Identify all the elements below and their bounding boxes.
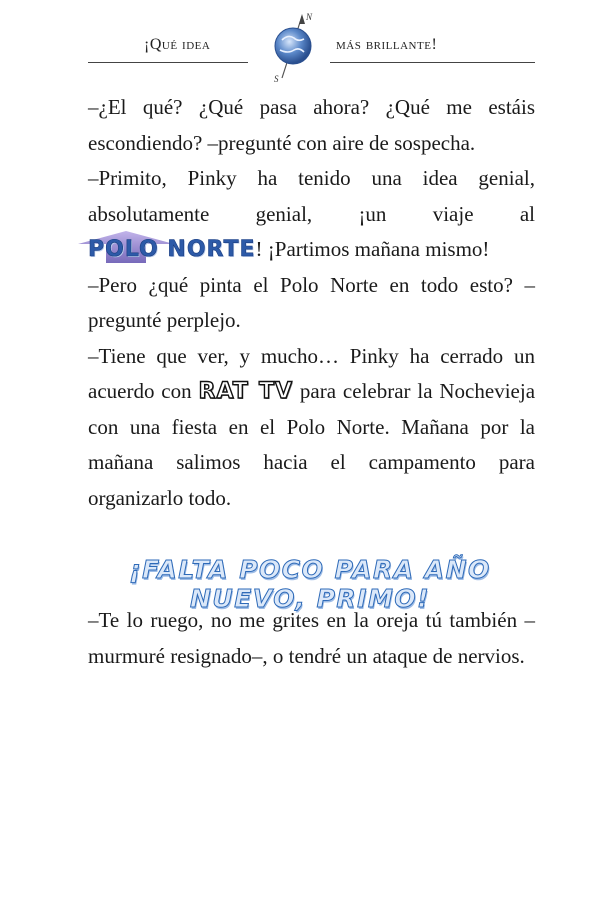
running-title-right: más brillante! (336, 36, 438, 53)
body-text-top (88, 90, 535, 516)
paragraph: –Pero ¿qué pinta el Polo Norte en todo esto? –pregunté perplejo. (88, 272, 535, 332)
paragraph-text: para celebrar la Nochevieja con una fiesta en el Polo Norte. Mañana por la mañana salimos hacia el campamento para organizarlo todo. (88, 379, 536, 510)
running-title-left: ¡Qué idea (144, 36, 211, 53)
compass-north-label: N (306, 12, 313, 22)
polo-norte-title: POLO NORTE (88, 237, 256, 262)
page-header (0, 0, 600, 90)
compass-globe-icon (262, 8, 326, 84)
polo-norte-wrapper (88, 232, 256, 268)
paragraph-text: –Primito, Pinky ha tenido una idea genial, absolutamente genial, ¡un viaje al (88, 166, 535, 226)
header-rule-left (88, 62, 248, 63)
rat-tv-logo: RAT TV (198, 379, 294, 404)
shout-headline: ¡FALTA POCO PARA AÑO NUEVO, PRIMO! (129, 555, 491, 613)
paragraph-text: –Tiene que ver, y mucho… Pinky ha cerrado un acuerdo con (88, 343, 535, 403)
paragraph-text: ! ¡Partimos mañana mismo! (255, 237, 490, 261)
paragraph-rat-tv (88, 339, 535, 517)
compass-south-label: S (274, 74, 279, 84)
paragraph: –¿El qué? ¿Qué pasa ahora? ¿Qué me estáis escondiendo? –pregunté con aire de sospecha. (88, 95, 535, 155)
body-text-bottom (88, 603, 535, 674)
paragraph: –Te lo ruego, no me grites en la oreja tú también –murmuré resignado–, o tendré un ataque de nervios. (88, 608, 535, 668)
header-rule-right (330, 62, 535, 63)
paragraph-polo-norte (88, 161, 535, 268)
